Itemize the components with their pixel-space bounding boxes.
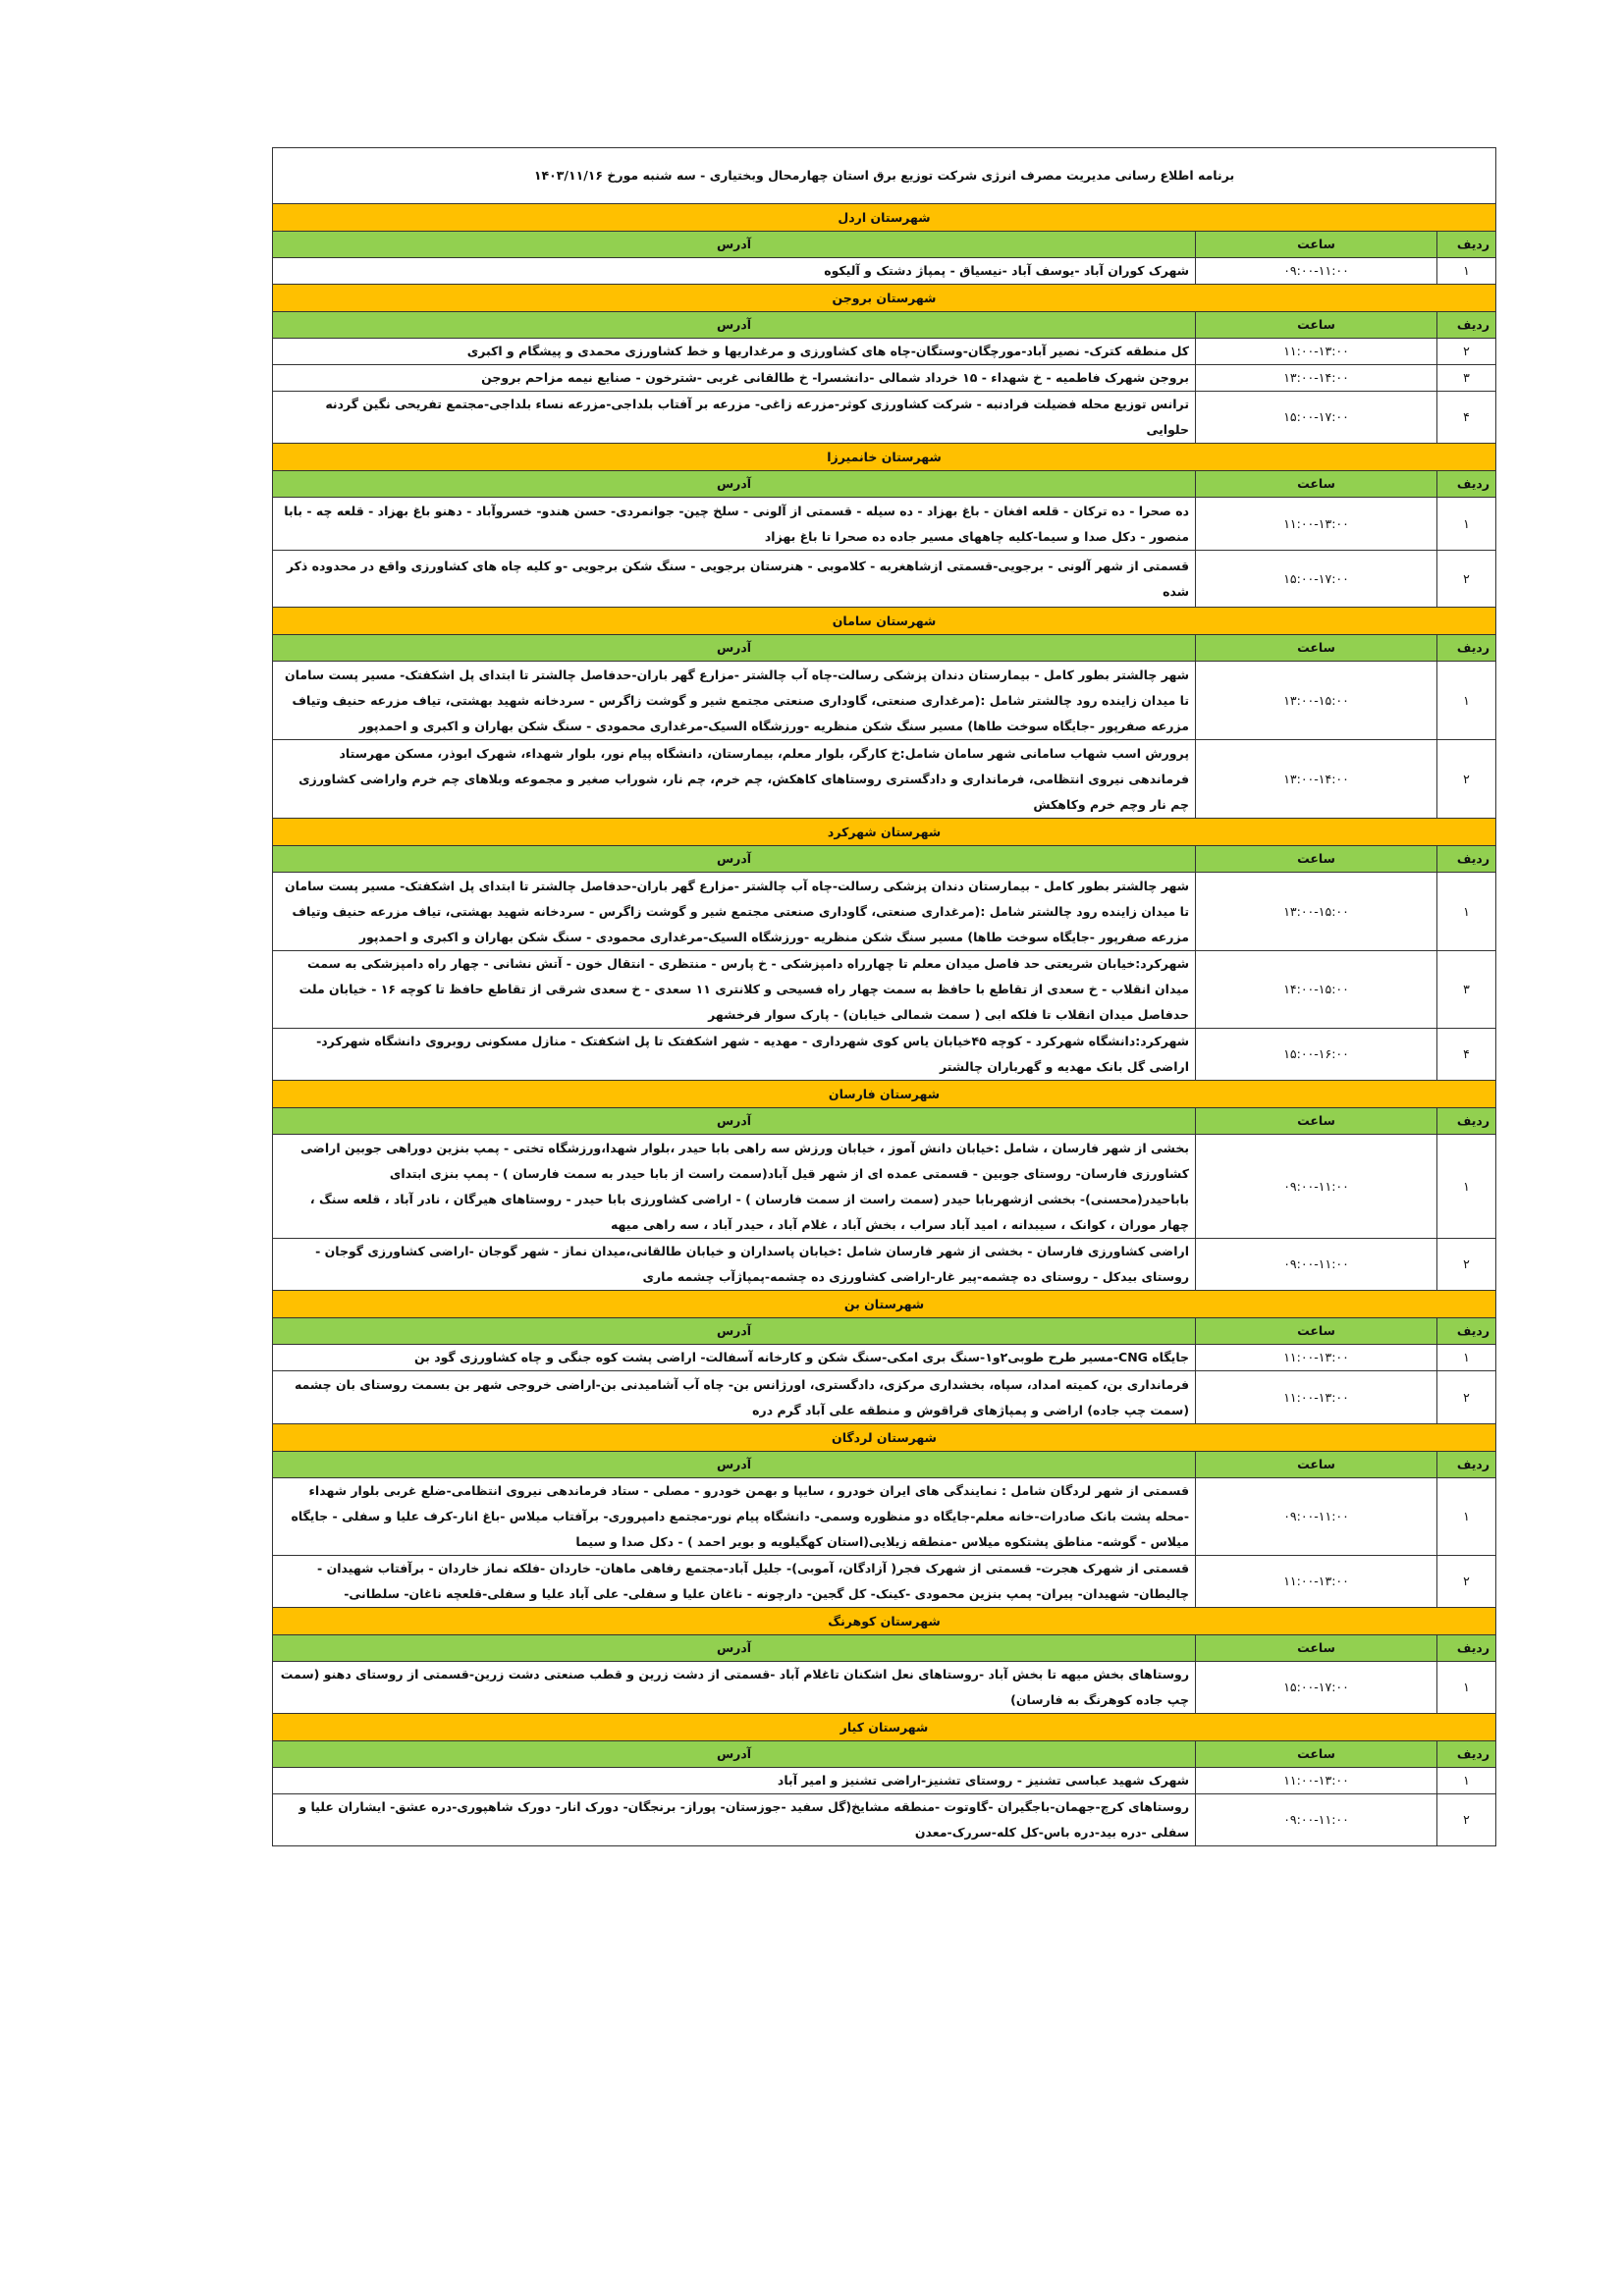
table-row: [273, 1556, 1496, 1608]
header-index: ردیف: [1437, 635, 1496, 662]
row-index: ۱: [1437, 1135, 1496, 1239]
header-time: ساعت: [1196, 635, 1437, 662]
header-time: ساعت: [1196, 1635, 1437, 1662]
table-row: [273, 498, 1496, 551]
outage-time: ۱۵:۰۰-۱۷:۰۰: [1196, 1662, 1437, 1714]
header-address: آدرس: [273, 1741, 1196, 1768]
row-index: ۱: [1437, 873, 1496, 951]
outage-time: ۰۹:۰۰-۱۱:۰۰: [1196, 1239, 1437, 1291]
outage-time: ۱۱:۰۰-۱۳:۰۰: [1196, 498, 1437, 551]
outage-time: ۰۹:۰۰-۱۱:۰۰: [1196, 1794, 1437, 1846]
column-header-row: [273, 1318, 1496, 1345]
row-index: ۱: [1437, 498, 1496, 551]
title-row: [273, 148, 1496, 204]
outage-time: ۱۳:۰۰-۱۵:۰۰: [1196, 662, 1437, 740]
outage-address: روستاهای کرچ-جهمان-باجگیران -گاوتوت -منطقه مشایخ(گل سفید -جوزستان- پوراز- برنجگان- دورک انار- دورک شاهپوری-دره عشق- ایشاران علیا و سفلی -دره بید-دره باس-کل کله-سررک-معدن: [273, 1794, 1196, 1846]
region-name: شهرستان بن: [273, 1291, 1496, 1318]
outage-address: شهرک کوران آباد -یوسف آباد -نیسیاق - پمپاژ دشتک و آلیکوه: [273, 258, 1196, 285]
outage-time: ۱۱:۰۰-۱۳:۰۰: [1196, 1371, 1437, 1424]
outage-address: شهرکرد:خیابان شریعتی حد فاصل میدان معلم تا چهارراه دامپزشکی - خ پارس - منتظری - انتقال خون - آتش نشانی - چهار راه دامپزشکی به سمت میدان انقلاب - خ سعدی از تقاطع با حافظ به سمت چهار راه فسیحی و کلانتری ۱۱ سعدی - خ سعدی شرقی از تقاطع حافظ تا کوچه ۱۶ - خیابان ملت حدفاصل میدان انقلاب تا فلکه ابی ( سمت شمالی خیابان) - پارک سوار فرخشهر: [273, 951, 1196, 1029]
header-address: آدرس: [273, 846, 1196, 873]
column-header-row: [273, 635, 1496, 662]
header-index: ردیف: [1437, 1108, 1496, 1135]
region-header: [273, 1291, 1496, 1318]
row-index: ۲: [1437, 1371, 1496, 1424]
region-name: شهرستان کیار: [273, 1714, 1496, 1741]
region-header: [273, 285, 1496, 312]
header-time: ساعت: [1196, 1108, 1437, 1135]
outage-address: پرورش اسب شهاب سامانی شهر سامان شامل:خ کارگر، بلوار معلم، بیمارستان، دانشگاه پیام نور، بلوار شهداء، شهرک ابوذر، مسکن مهرستاد فرماندهی نیروی انتظامی، فرمانداری و دادگستری روستاهای کاهکش، چم خرم، چم نار، شوراب صغیر و مجموعه وبلاهای چم خرم واراضی کشاورزی چم نار وچم خرم وکاهکش: [273, 740, 1196, 819]
table-row: [273, 365, 1496, 392]
outage-address: قسمتی از شهر لردگان شامل : نمایندگی های ایران خودرو ، سایپا و بهمن خودرو - مصلی - ستاد فرماندهی نیروی انتظامی-ضلع غربی بلوار شهداء -محله پشت بانک صادرات-خانه معلم-جایگاه دو منظوره وسمی- دانشگاه پیام نور-مجتمع دامپروری- برآفتاب میلاس -باغ انار-کرف علیا و سفلی - جایگاه میلاس - گوشه- مناطق پشتکوه میلاس -منطقه زیلایی(استان کهگیلویه و بویر احمد ) - دکل صدا و سیما: [273, 1478, 1196, 1556]
outage-address: ده صحرا - ده ترکان - قلعه افغان - باغ بهزاد - ده سیله - قسمتی از آلونی - سلخ چین- جوانمردی- حسن هندو- خسروآباد - دهنو باغ بهزاد - قلعه چه - بابا منصور - دکل صدا و سیما-کلیه چاههای مسیر جاده ده صحرا تا باغ بهزاد: [273, 498, 1196, 551]
outage-address: شهرکرد:دانشگاه شهرکرد - کوچه ۴۵خیابان یاس کوی شهرداری - مهدیه - شهر اشکفتک تا پل اشکفتک - منازل مسکونی روبروی دانشگاه شهرکرد- اراضی گل بانک مهدیه و گهرباران چالشتر: [273, 1029, 1196, 1081]
table-row: [273, 1345, 1496, 1371]
row-index: ۲: [1437, 1239, 1496, 1291]
table-row: [273, 1768, 1496, 1794]
outage-time: ۱۱:۰۰-۱۳:۰۰: [1196, 1768, 1437, 1794]
row-index: ۱: [1437, 1345, 1496, 1371]
header-index: ردیف: [1437, 1635, 1496, 1662]
header-time: ساعت: [1196, 312, 1437, 339]
region-name: شهرستان بروجن: [273, 285, 1496, 312]
header-time: ساعت: [1196, 471, 1437, 498]
region-name: شهرستان سامان: [273, 608, 1496, 635]
header-time: ساعت: [1196, 1318, 1437, 1345]
column-header-row: [273, 312, 1496, 339]
outage-address: فرمانداری بن، کمیته امداد، سپاه، بخشداری مرکزی، دادگستری، اورژانس بن- چاه آب آشامیدنی بن-اراضی خروجی شهر بن بسمت روستای بان چشمه (سمت چپ جاده) اراضی و پمپاژهای قراقوش و منطقه علی آباد گرم دره: [273, 1371, 1196, 1424]
outage-address: روستاهای بخش میهه تا بخش آباد -روستاهای نعل اشکنان تاغلام آباد -قسمتی از دشت زرین و قطب صنعتی دشت زرین-قسمتی از روستای دهنو (سمت چپ جاده کوهرنگ به فارسان): [273, 1662, 1196, 1714]
table-row: [273, 1371, 1496, 1424]
region-header: [273, 1424, 1496, 1452]
header-address: آدرس: [273, 635, 1196, 662]
region-name: شهرستان اردل: [273, 204, 1496, 232]
row-index: ۲: [1437, 740, 1496, 819]
row-index: ۲: [1437, 551, 1496, 608]
outage-time: ۰۹:۰۰-۱۱:۰۰: [1196, 258, 1437, 285]
table-row: [273, 951, 1496, 1029]
column-header-row: [273, 1741, 1496, 1768]
header-address: آدرس: [273, 471, 1196, 498]
outage-time: ۱۱:۰۰-۱۳:۰۰: [1196, 1556, 1437, 1608]
outage-time: ۱۴:۰۰-۱۵:۰۰: [1196, 951, 1437, 1029]
row-index: ۴: [1437, 392, 1496, 444]
outage-time: ۰۹:۰۰-۱۱:۰۰: [1196, 1135, 1437, 1239]
header-index: ردیف: [1437, 232, 1496, 258]
table-row: [273, 339, 1496, 365]
table-row: [273, 1662, 1496, 1714]
table-row: [273, 551, 1496, 608]
header-index: ردیف: [1437, 471, 1496, 498]
row-index: ۱: [1437, 1662, 1496, 1714]
outage-time: ۱۵:۰۰-۱۶:۰۰: [1196, 1029, 1437, 1081]
region-name: شهرستان شهرکرد: [273, 819, 1496, 846]
row-index: ۴: [1437, 1029, 1496, 1081]
region-name: شهرستان فارسان: [273, 1081, 1496, 1108]
outage-address: شهرک شهید عباسی تشنیز - روستای تشنیز-اراضی تشنیز و امیر آباد: [273, 1768, 1196, 1794]
outage-time: ۱۳:۰۰-۱۵:۰۰: [1196, 873, 1437, 951]
table-row: [273, 258, 1496, 285]
table-row: [273, 1029, 1496, 1081]
column-header-row: [273, 1108, 1496, 1135]
header-address: آدرس: [273, 312, 1196, 339]
outage-address: شهر چالشتر بطور کامل - بیمارستان دندان پزشکی رسالت-چاه آب چالشتر -مزارع گهر باران-حدفاصل چالشتر تا ابتدای پل اشکفتک- مسیر پست سامان تا میدان زاینده رود چالشتر شامل :(مرغداری صنعتی، گاوداری صنعتی مجتمع شیر و گوشت زاگرس - سردخانه شهید بهشتی، تیاف مزرعه حنیف وتیاف مزرعه صفرپور -جایگاه سوخت طاها) مسیر سنگ شکن منظریه -ورزشگاه السیک-مرغداری محمودی - سنگ شکن بهاران و اکبری و احمدپور: [273, 662, 1196, 740]
header-index: ردیف: [1437, 1318, 1496, 1345]
header-address: آدرس: [273, 1318, 1196, 1345]
header-address: آدرس: [273, 1635, 1196, 1662]
header-address: آدرس: [273, 1108, 1196, 1135]
region-header: [273, 608, 1496, 635]
outage-schedule-table: [272, 147, 1496, 1846]
header-time: ساعت: [1196, 846, 1437, 873]
region-name: شهرستان لردگان: [273, 1424, 1496, 1452]
region-header: [273, 1608, 1496, 1635]
region-header: [273, 204, 1496, 232]
outage-address: قسمتی از شهر آلونی - برجویی-قسمتی ازشاهغربه - کلاموبی - هنرستان برجویی - سنگ شکن برجویی -و کلیه چاه های کشاورزی واقع در محدوده ذکر شده: [273, 551, 1196, 608]
row-index: ۲: [1437, 1794, 1496, 1846]
column-header-row: [273, 1635, 1496, 1662]
column-header-row: [273, 471, 1496, 498]
outage-time: ۱۳:۰۰-۱۴:۰۰: [1196, 365, 1437, 392]
outage-time: ۱۳:۰۰-۱۴:۰۰: [1196, 740, 1437, 819]
outage-address: کل منطقه کترک- نصیر آباد-مورچگان-وستگان-چاه های کشاورزی و مرغداریها و خط کشاورزی محمدی و پیشگام و اکبری: [273, 339, 1196, 365]
header-index: ردیف: [1437, 312, 1496, 339]
region-name: شهرستان کوهرنگ: [273, 1608, 1496, 1635]
outage-address: ترانس توزیع محله فضیلت فرادنبه - شرکت کشاورزی کوثر-مزرعه زاغی- مزرعه بر آفتاب بلداجی-مزرعه نساء بلداجی-مجتمع تفریحی نگین گردنه حلوایی: [273, 392, 1196, 444]
table-row: [273, 1478, 1496, 1556]
outage-time: ۱۱:۰۰-۱۳:۰۰: [1196, 339, 1437, 365]
column-header-row: [273, 1452, 1496, 1478]
region-header: [273, 1081, 1496, 1108]
header-index: ردیف: [1437, 1741, 1496, 1768]
outage-time: ۱۵:۰۰-۱۷:۰۰: [1196, 392, 1437, 444]
outage-time: ۱۱:۰۰-۱۳:۰۰: [1196, 1345, 1437, 1371]
header-address: آدرس: [273, 232, 1196, 258]
row-index: ۳: [1437, 951, 1496, 1029]
outage-address: بخشی از شهر فارسان ، شامل :خیابان دانش آموز ، خیابان ورزش سه راهی بابا حیدر ،بلوار شهدا،ورزشگاه تختی - پمپ بنزین دوراهی جوبین اراضی کشاورزی فارسان- روستای جوبین - قسمتی عمده ای از شهر قیل آباد(سمت راست از بابا حیدر به سمت فارسان ) - پمپ بنزی ابتدای باباحیدر(محسنی)- بخشی ازشهربابا حیدر (سمت راست از سمت فارسان ) - اراضی کشاورزی بابا حیدر - روستاهای هیرگان ، نادر آباد ، قلعه سنگ ، چهار موران ، کوانک ، سیبدانه ، امید آباد سراب ، بخش آباد ، غلام آباد ، حیدر آباد ، سه راهی میهه: [273, 1135, 1196, 1239]
region-header: [273, 444, 1496, 471]
outage-address: اراضی کشاورزی فارسان - بخشی از شهر فارسان شامل :خیابان پاسداران و خیابان طالقانی،میدان نماز - شهر گوجان -اراضی کشاورزی گوجان - روستای بیدکل - روستای ده چشمه-پیر غار-اراضی کشاورزی ده چشمه-پمپاژآب چشمه ماری: [273, 1239, 1196, 1291]
row-index: ۳: [1437, 365, 1496, 392]
table-row: [273, 740, 1496, 819]
schedule-sheet: [272, 147, 1495, 1846]
outage-time: ۱۵:۰۰-۱۷:۰۰: [1196, 551, 1437, 608]
header-index: ردیف: [1437, 846, 1496, 873]
header-time: ساعت: [1196, 232, 1437, 258]
table-row: [273, 1794, 1496, 1846]
table-row: [273, 392, 1496, 444]
region-header: [273, 819, 1496, 846]
outage-address: شهر چالشتر بطور کامل - بیمارستان دندان پزشکی رسالت-چاه آب چالشتر -مزارع گهر باران-حدفاصل چالشتر تا ابتدای پل اشکفتک- مسیر پست سامان تا میدان زاینده رود چالشتر شامل :(مرغداری صنعتی، گاوداری صنعتی مجتمع شیر و گوشت زاگرس - سردخانه شهید بهشتی، تیاف مزرعه حنیف وتیاف مزرعه صفرپور -جایگاه سوخت طاها) مسیر سنگ شکن منظریه -ورزشگاه السیک-مرغداری محمودی - سنگ شکن بهاران و اکبری و احمدپور: [273, 873, 1196, 951]
column-header-row: [273, 846, 1496, 873]
table-row: [273, 1135, 1496, 1239]
table-row: [273, 662, 1496, 740]
row-index: ۲: [1437, 339, 1496, 365]
row-index: ۱: [1437, 1478, 1496, 1556]
header-index: ردیف: [1437, 1452, 1496, 1478]
header-time: ساعت: [1196, 1741, 1437, 1768]
document-title: برنامه اطلاع رسانی مدیریت مصرف انرژی شرکت توزیع برق استان چهارمحال وبختیاری - سه شنبه مورخ ۱۴۰۳/۱۱/۱۶: [273, 148, 1496, 204]
region-header: [273, 1714, 1496, 1741]
row-index: ۲: [1437, 1556, 1496, 1608]
header-address: آدرس: [273, 1452, 1196, 1478]
header-time: ساعت: [1196, 1452, 1437, 1478]
table-row: [273, 873, 1496, 951]
outage-address: بروجن شهرک فاطمیه - خ شهداء - ۱۵ خرداد شمالی -دانشسرا- خ طالقانی غربی -شترخون - صنایع نیمه مزاحم بروجن: [273, 365, 1196, 392]
outage-address: قسمتی از شهرک هجرت- قسمتی از شهرک فجر( آزادگان، آموبی)- جلیل آباد-مجتمع رفاهی ماهان- خاردان -فلکه نماز خاردان - برآفتاب شهیدان - چالیطان- شهیدان- پیران- پمپ بنزین محمودی -کینک- کل گجین- دارچونه - ناغان علیا و سفلی- علی آباد علیا و سفلی-قلعچه ناغان- سلطانی-: [273, 1556, 1196, 1608]
region-name: شهرستان خانمیرزا: [273, 444, 1496, 471]
outage-time: ۰۹:۰۰-۱۱:۰۰: [1196, 1478, 1437, 1556]
row-index: ۱: [1437, 1768, 1496, 1794]
table-row: [273, 1239, 1496, 1291]
column-header-row: [273, 232, 1496, 258]
row-index: ۱: [1437, 662, 1496, 740]
row-index: ۱: [1437, 258, 1496, 285]
outage-address: جایگاه CNG-مسیر طرح طوبی۲و۱-سنگ بری امکی-سنگ شکن و کارخانه آسفالت- اراضی پشت کوه جنگی و چاه کشاورزی گود بن: [273, 1345, 1196, 1371]
